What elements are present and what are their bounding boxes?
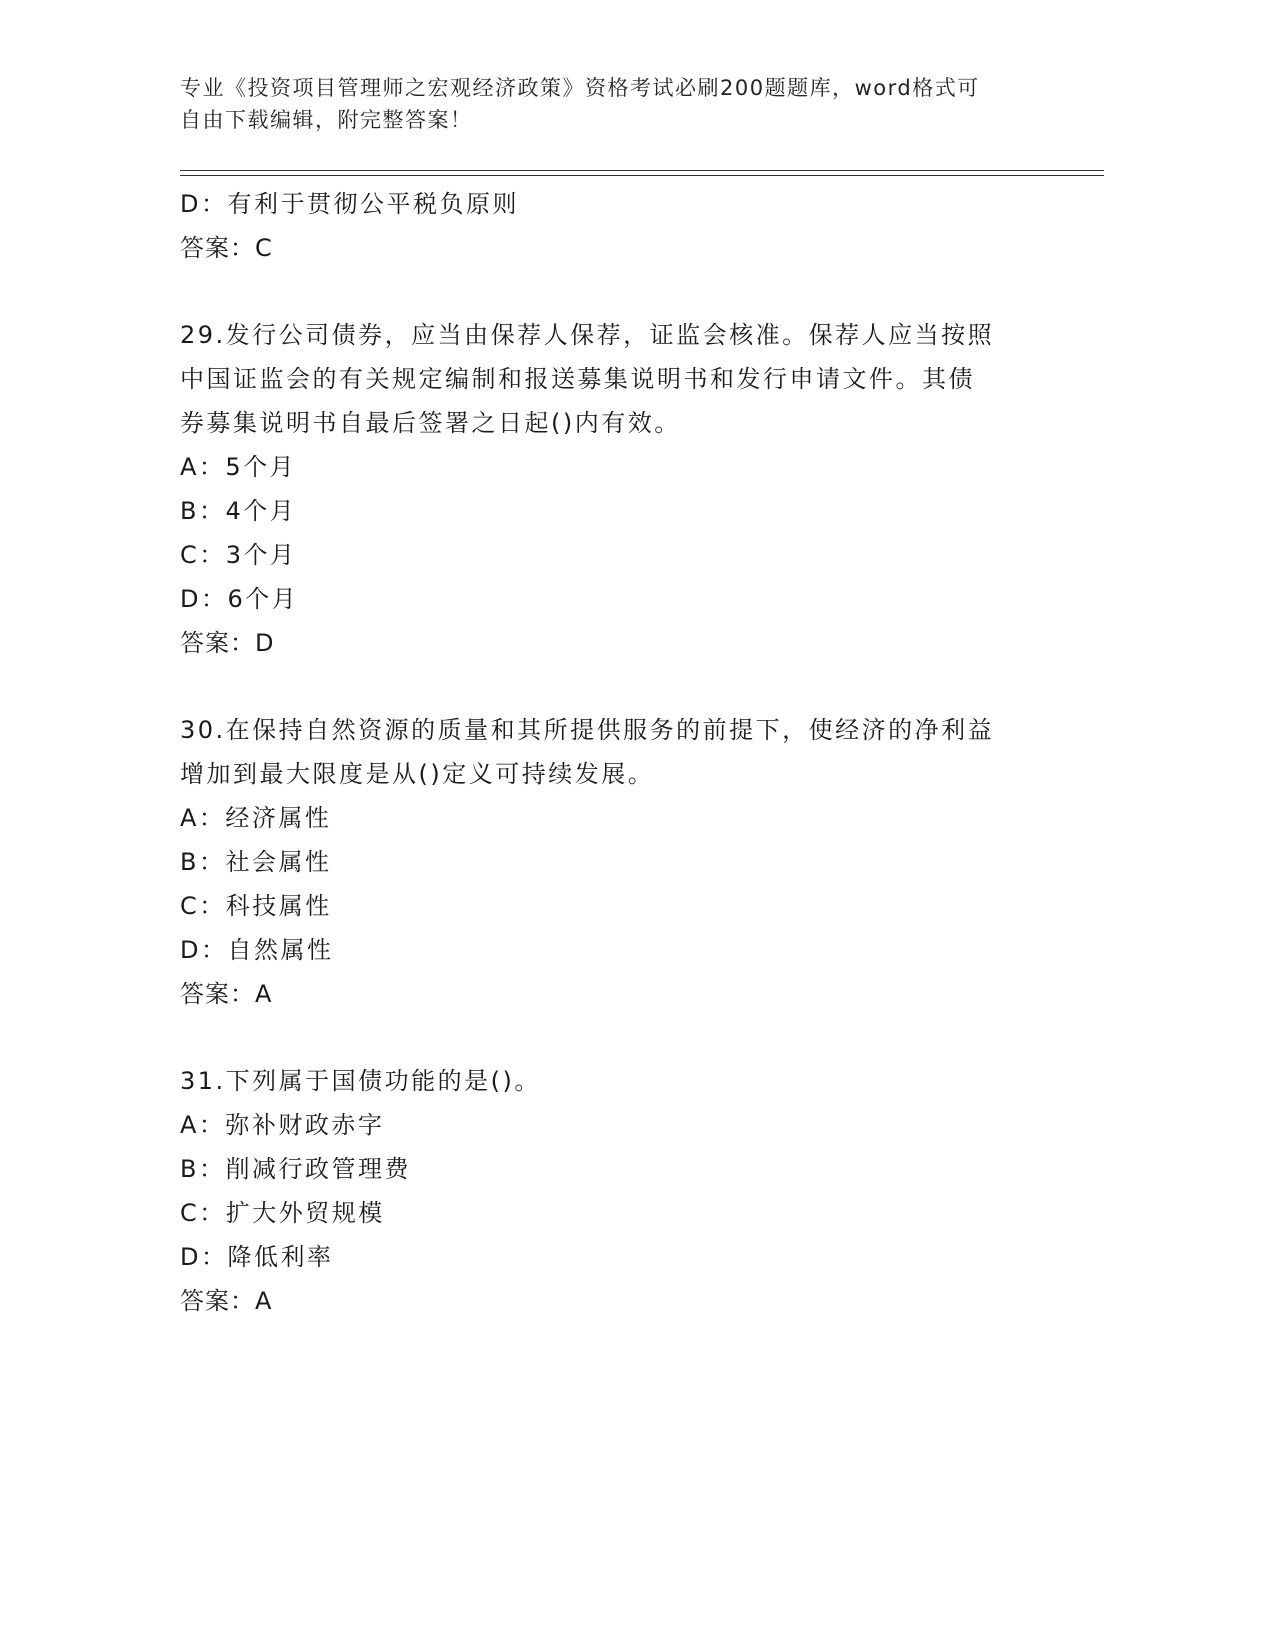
- answer-label: 答案：D: [180, 629, 275, 657]
- option-d: D：6个月: [180, 585, 299, 613]
- option-d: D：降低利率: [180, 1243, 334, 1271]
- header-divider-bottom: [180, 175, 1104, 176]
- option-d: D：自然属性: [180, 936, 334, 964]
- option-c: C：科技属性: [180, 892, 332, 920]
- question-stem-line: 29.发行公司债券，应当由保荐人保荐，证监会核准。保荐人应当按照: [180, 321, 995, 349]
- question-stem-line: 31.下列属于国债功能的是()。: [180, 1067, 541, 1095]
- option-c: C：3个月: [180, 541, 297, 569]
- question-spacer: [180, 1016, 1060, 1059]
- question-stem-line: 券募集说明书自最后签署之日起()内有效。: [180, 409, 681, 437]
- option-b: B：削减行政管理费: [180, 1155, 411, 1183]
- question-31: [180, 1059, 1060, 1323]
- option-a: A：经济属性: [180, 804, 332, 832]
- answer-label: 答案：A: [180, 980, 273, 1008]
- question-stem-line: 增加到最大限度是从()定义可持续发展。: [180, 760, 655, 788]
- question-28-tail: [180, 182, 1060, 270]
- option-b: B：4个月: [180, 497, 297, 525]
- question-30: [180, 708, 1060, 1016]
- option-d: D：有利于贯彻公平税负原则: [180, 190, 519, 218]
- header-divider-top: [180, 170, 1104, 171]
- question-stem-line: 中国证监会的有关规定编制和报送募集说明书和发行申请文件。其债: [180, 365, 975, 393]
- answer-label: 答案：A: [180, 1287, 273, 1315]
- option-b: B：社会属性: [180, 848, 332, 876]
- question-29: [180, 313, 1060, 665]
- question-stem-line: 30.在保持自然资源的质量和其所提供服务的前提下，使经济的净利益: [180, 716, 995, 744]
- answer-label: 答案：C: [180, 234, 273, 262]
- option-a: A：弥补财政赤字: [180, 1111, 385, 1139]
- question-spacer: [180, 665, 1060, 708]
- option-c: C：扩大外贸规模: [180, 1199, 385, 1227]
- header-title-line-1: 专业《投资项目管理师之宏观经济政策》资格考试必刷200题题库，word格式可: [180, 76, 980, 100]
- question-list: [180, 182, 1060, 1323]
- page-header: [180, 72, 1040, 136]
- question-spacer: [180, 270, 1060, 313]
- option-a: A：5个月: [180, 453, 297, 481]
- header-title-line-2: 自由下载编辑，附完整答案！: [180, 108, 473, 132]
